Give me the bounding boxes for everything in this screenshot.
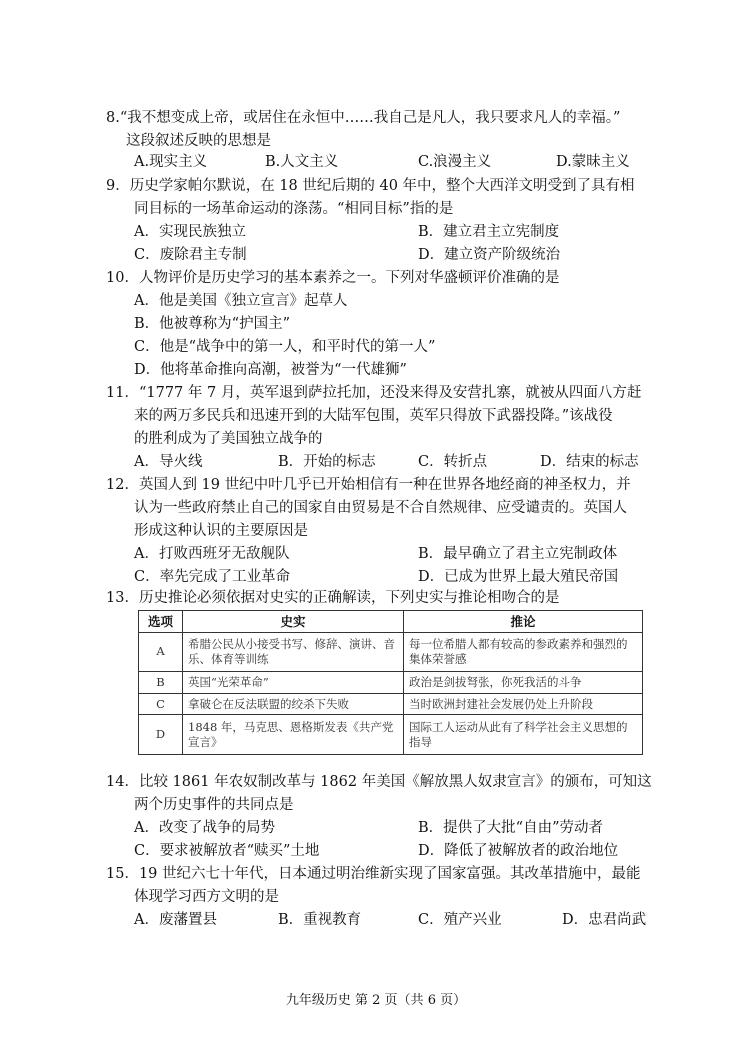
question-12-stem-line-2: 认为一些政府禁止自己的国家自由贸易是不合自然规律、应受谴责的。英国人 [134, 500, 627, 516]
option-15c: C．殖产兴业 [418, 912, 502, 928]
option-11a: A．导火线 [134, 454, 203, 470]
option-15a: A．废藩置县 [134, 912, 217, 928]
option-12d: D．已成为世界上最大殖民帝国 [418, 569, 619, 585]
option-9b: B．建立君主立宪制度 [418, 224, 560, 240]
question-15-stem-line-2: 体现学习西方文明的是 [134, 889, 279, 905]
option-14b: B．提供了大批“自由”劳动者 [418, 820, 603, 836]
question-10-stem: 10．人物评价是历史学习的基本素养之一。下列对华盛顿评价准确的是 [106, 270, 560, 286]
option-11c: C．转折点 [418, 454, 488, 470]
table-header-fact: 史实 [183, 611, 404, 633]
table-row [139, 715, 643, 755]
table-cell-inference: 国际工人运动从此有了科学社会主义思想的指导 [404, 715, 643, 755]
option-15d: D．忠君尚武 [562, 912, 647, 928]
question-8-stem-line-2: 这段叙述反映的思想是 [126, 133, 271, 149]
table-cell-inference: 当时欧洲封建社会发展仍处上升阶段 [404, 693, 643, 715]
option-9c: C．废除君主专制 [134, 247, 247, 263]
question-11-stem-line-1: 11．“1777 年 7 月，英军退到萨拉托加，还没来得及安营扎寨，就被从四面八方赶 [106, 385, 642, 401]
table-cell-option: C [139, 693, 183, 715]
option-14c: C．要求被解放者“赎买”土地 [134, 843, 320, 859]
option-8b: B.人文主义 [265, 154, 339, 170]
question-8-stem-line-1: 8.“我不想变成上帝，或居住在永恒中……我自己是凡人，我只要求凡人的幸福。” [106, 110, 621, 126]
table-cell-inference: 政治是剑拔弩张，你死我活的斗争 [404, 672, 643, 694]
table-cell-fact: 拿破仑在反法联盟的绞杀下失败 [183, 693, 404, 715]
history-table [138, 610, 643, 755]
option-10c: C．他是“战争中的第一人，和平时代的第一人” [134, 339, 436, 355]
table-header-option: 选项 [139, 611, 183, 633]
option-8d: D.蒙昧主义 [556, 154, 630, 170]
option-15b: B．重视教育 [278, 912, 362, 928]
question-11-stem-line-3: 的胜利成为了美国独立战争的 [134, 431, 323, 447]
option-12b: B．最早确立了君主立宪制政体 [418, 546, 618, 562]
option-11b: B．开始的标志 [278, 454, 376, 470]
table-cell-fact: 希腊公民从小接受书写、修辞、演讲、音乐、体育等训练 [183, 632, 404, 672]
table-row [139, 693, 643, 715]
question-12-stem-line-3: 形成这种认识的主要原因是 [134, 523, 308, 539]
question-11-stem-line-2: 来的两万多民兵和迅速开到的大陆军包围，英军只得放下武器投降。”该战役 [134, 408, 613, 424]
question-12-stem-line-1: 12．英国人到 19 世纪中叶几乎已开始相信有一种在世界各地经商的神圣权力，并 [106, 477, 631, 493]
table-header-inference: 推论 [404, 611, 643, 633]
question-14-stem-line-2: 两个历史事件的共同点是 [134, 797, 294, 813]
option-14a: A．改变了战争的局势 [134, 820, 275, 836]
table-cell-option: D [139, 715, 183, 755]
option-8c: C.浪漫主义 [418, 154, 492, 170]
question-9-stem-line-1: 9．历史学家帕尔默说，在 18 世纪后期的 40 年中，整个大西洋文明受到了具有相 [106, 178, 635, 194]
option-8a: A.现实主义 [134, 154, 208, 170]
table-header-row [139, 611, 643, 633]
option-10b: B．他被尊称为“护国主” [134, 316, 290, 332]
option-10d: D．他将革命推向高潮，被誉为“一代雄狮” [134, 362, 407, 378]
option-10a: A．他是美国《独立宣言》起草人 [134, 293, 348, 309]
option-9a: A．实现民族独立 [134, 224, 246, 240]
table-cell-inference: 每一位希腊人都有较高的参政素养和强烈的集体荣誉感 [404, 632, 643, 672]
table-row [139, 632, 643, 672]
question-13-stem: 13．历史推论必须依据对史实的正确解读，下列史实与推论相吻合的是 [106, 590, 560, 606]
option-11d: D．结束的标志 [540, 454, 639, 470]
question-9-stem-line-2: 同目标的一场革命运动的涤荡。“相同目标”指的是 [134, 201, 454, 217]
table-cell-option: B [139, 672, 183, 694]
option-9d: D．建立资产阶级统治 [418, 247, 561, 263]
option-12c: C．率先完成了工业革命 [134, 569, 291, 585]
table-cell-fact: 1848 年，马克思、恩格斯发表《共产党宣言》 [183, 715, 404, 755]
page-footer: 九年级历史 第 2 页（共 6 页） [285, 993, 467, 1008]
option-14d: D．降低了被解放者的政治地位 [418, 843, 619, 859]
table-row [139, 672, 643, 694]
table-cell-option: A [139, 632, 183, 672]
question-14-stem-line-1: 14．比较 1861 年农奴制改革与 1862 年美国《解放黑人奴隶宣言》的颁布，可知这 [106, 774, 652, 790]
table-cell-fact: 英国“光荣革命” [183, 672, 404, 694]
question-15-stem-line-1: 15．19 世纪六七十年代，日本通过明治维新实现了国家富强。其改革措施中，最能 [106, 866, 641, 882]
option-12a: A．打败西班牙无敌舰队 [134, 546, 290, 562]
